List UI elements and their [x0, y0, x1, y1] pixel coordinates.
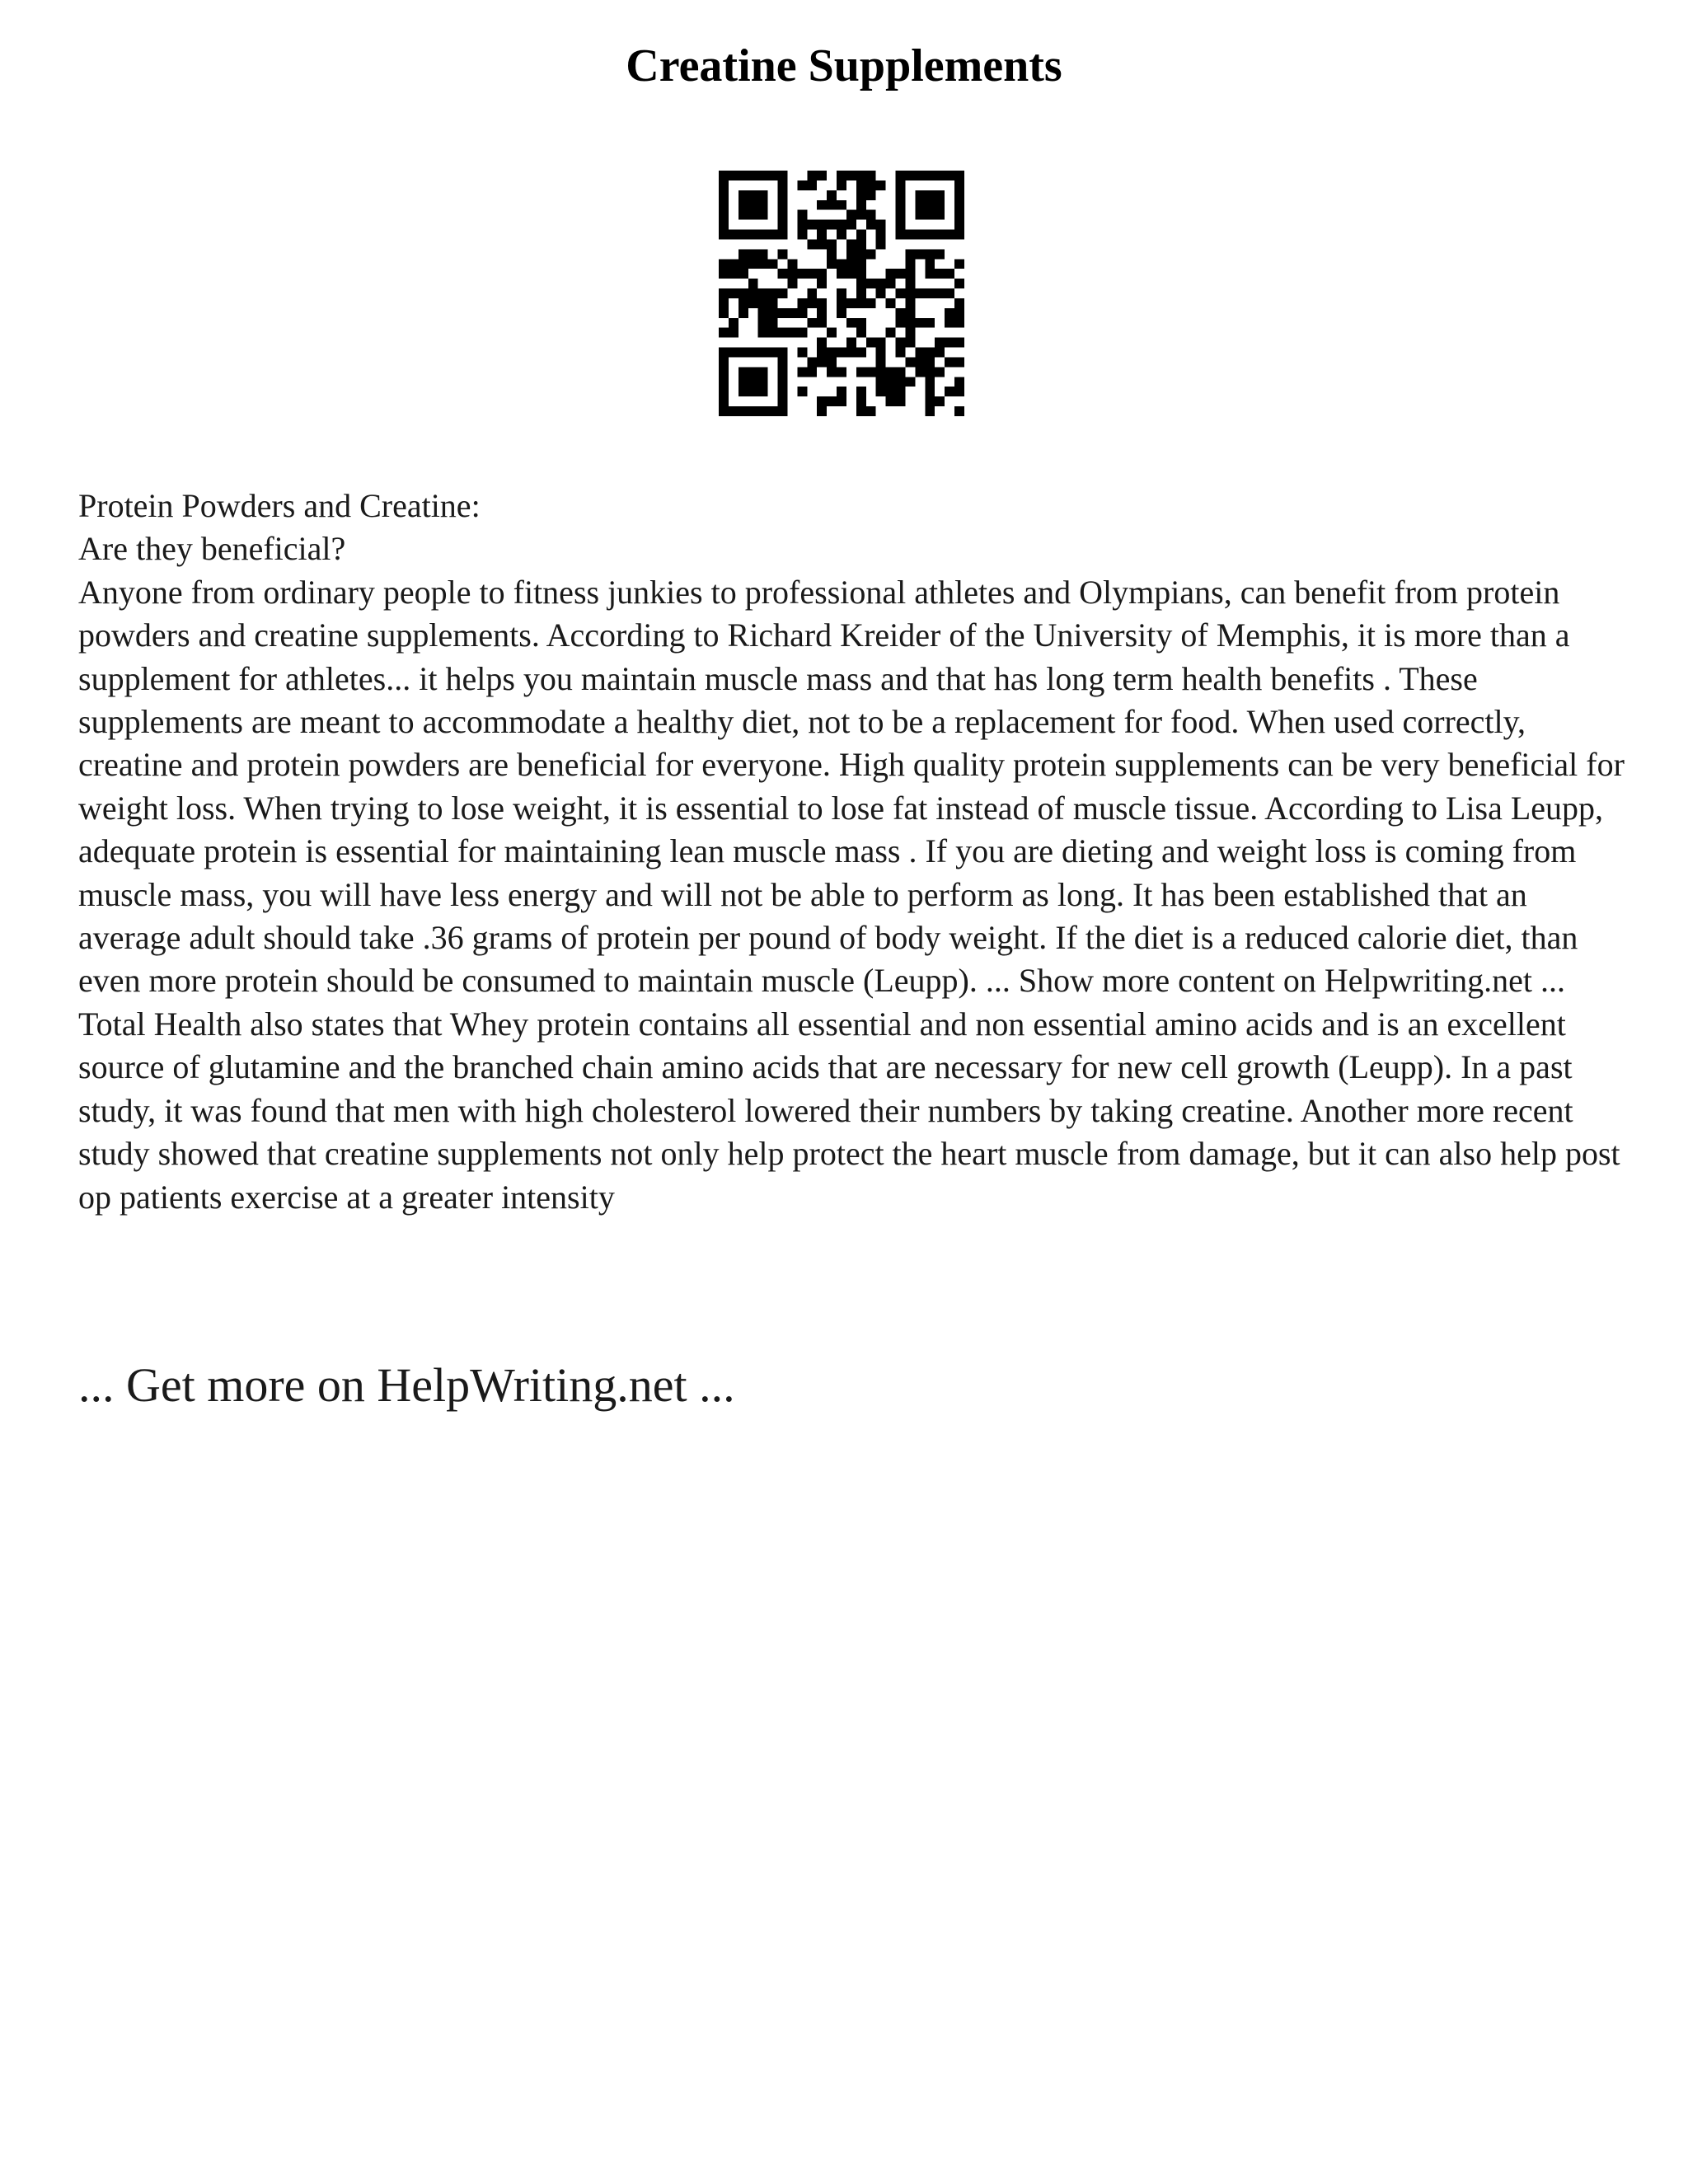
document-title: Creatine Supplements — [626, 40, 1062, 91]
qr-code-icon — [719, 171, 964, 416]
heading-line-1: Protein Powders and Creatine: — [78, 487, 481, 524]
paragraph-1: Anyone from ordinary people to fitness junkies to professional athletes and Olympians, can benefit from protein powders and creatine supplements. According to Richard Kreider of the University of Memphis, it is more than a supplement for athletes... it helps you maintain muscle mass and that has long term health benefits . These supplements are meant to accommodate a healthy diet, not to be a replacement for food. When used correctly, creatine and protein powders are beneficial for everyone. High quality protein supplements can be very beneficial for weight loss. When trying to lose weight, it is essential to lose fat instead of muscle tissue. According to Lisa Leupp, adequate protein is essential for maintaining lean muscle mass . If you are dieting and weight loss is coming from muscle mass, you will have less energy and will not be able to perform as long. It has been established that an average adult should take .36 grams of protein per pound of body weight. If the diet is a reduced calorie diet, than even more protein should be consumed to maintain muscle (Leupp). ... Show more content on Helpwriting.net ... — [78, 573, 1625, 1000]
paragraph-2: Total Health also states that Whey protein contains all essential and non essential amino acids and is an excellent source of glutamine and the branched chain amino acids that are necessary for new cell growth (Leupp). In a past study, it was found that men with high cholesterol lowered their numbers by taking creatine. Another more recent study showed that creatine supplements not only help protect the heart muscle from damage, but it can also help post op patients exercise at a greater intensity — [78, 1005, 1620, 1216]
article-body — [78, 485, 1628, 1219]
get-more-link[interactable]: ... Get more on HelpWriting.net ... — [78, 1358, 735, 1412]
heading-line-2: Are they beneficial? — [78, 530, 346, 568]
